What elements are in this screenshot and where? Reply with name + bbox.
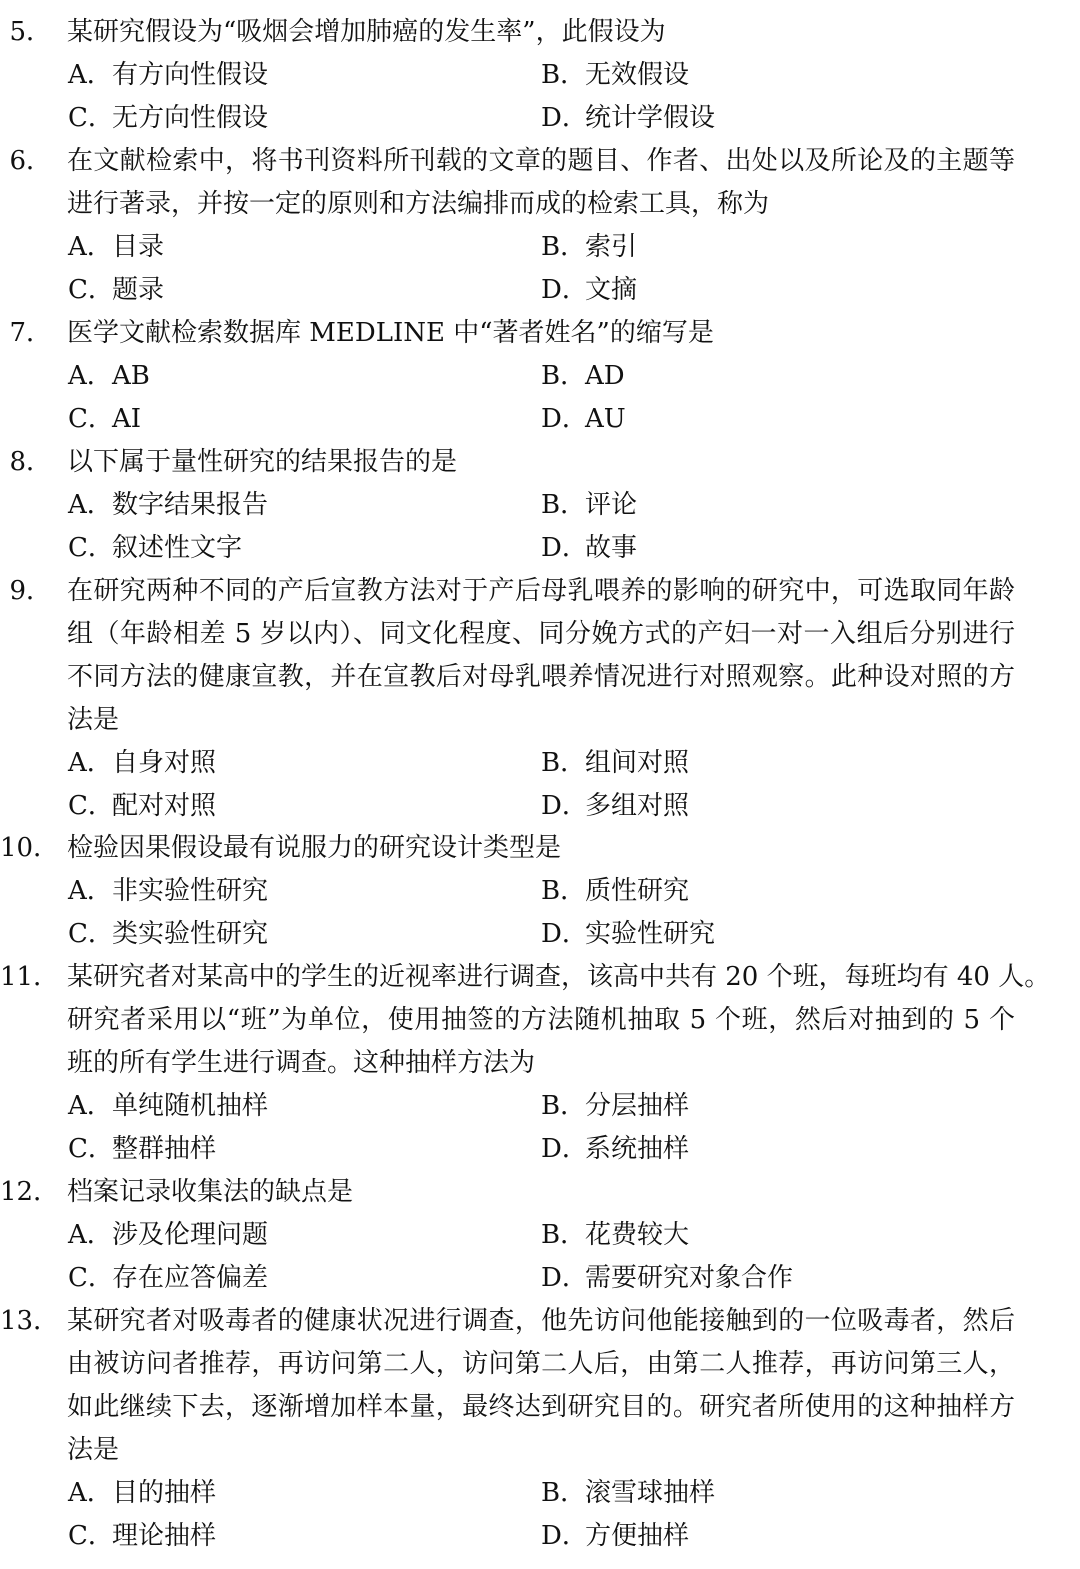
option-c[interactable] (68, 398, 141, 441)
question-number: 5． (9, 17, 52, 47)
question-5-stem-line-1 (0, 11, 1080, 54)
option-letter: A． (68, 1091, 113, 1121)
option-text: 无效假设 (585, 60, 690, 90)
option-b[interactable] (541, 484, 637, 527)
question-8-stem-line-1 (0, 441, 1080, 484)
option-text: 涉及伦理问题 (112, 1220, 269, 1250)
question-stem: 医学文献检索数据库 MEDLINE 中“著者姓名”的缩写是 (67, 318, 714, 348)
question-stem: 研究者采用以“班”为单位，使用抽签的方法随机抽取 5 个班，然后对抽到的 5 个 (67, 1005, 1015, 1035)
option-text: 叙述性文字 (112, 533, 243, 563)
option-a[interactable] (68, 870, 268, 913)
question-7-options-row-1 (0, 355, 1080, 398)
question-13-stem-line-4 (0, 1429, 1080, 1472)
option-letter: D． (541, 103, 588, 133)
option-a[interactable] (68, 1214, 268, 1257)
question-stem: 由被访问者推荐，再访问第二人，访问第二人后，由第二人推荐，再访问第三人， (67, 1349, 1015, 1379)
option-text: 故事 (585, 533, 638, 563)
option-a[interactable] (68, 355, 150, 398)
question-stem: 如此继续下去，逐渐增加样本量，最终达到研究目的。研究者所使用的这种抽样方 (67, 1392, 1015, 1422)
option-text: 自身对照 (112, 748, 217, 778)
option-d[interactable] (541, 269, 637, 312)
question-10-stem-line-1 (0, 827, 1080, 870)
option-text: 有方向性假设 (112, 60, 269, 90)
question-stem: 在文献检索中，将书刊资料所刊载的文章的题目、作者、出处以及所论及的主题等 (67, 146, 1015, 176)
option-letter: C． (68, 103, 114, 133)
option-d[interactable] (541, 785, 689, 828)
question-10-options-row-1 (0, 870, 1080, 913)
option-d[interactable] (541, 97, 715, 140)
option-text: 统计学假设 (585, 103, 716, 133)
question-stem: 检验因果假设最有说服力的研究设计类型是 (67, 833, 562, 863)
question-7-stem-line-1 (0, 312, 1080, 355)
option-letter: A． (68, 60, 113, 90)
option-b[interactable] (541, 226, 637, 269)
question-6-stem-line-1 (0, 140, 1080, 183)
option-d[interactable] (541, 1128, 689, 1171)
option-d[interactable] (541, 527, 637, 570)
question-12-stem-line-1 (0, 1171, 1080, 1214)
question-number: 9． (9, 576, 52, 606)
option-text: 多组对照 (585, 791, 690, 821)
question-9-stem-line-3 (0, 656, 1080, 699)
option-letter: B． (541, 1091, 587, 1121)
option-text: 数字结果报告 (112, 490, 269, 520)
question-7-options-row-2 (0, 398, 1080, 441)
question-10-options-row-2 (0, 913, 1080, 956)
option-d[interactable] (541, 398, 626, 441)
option-text: AI (112, 404, 142, 434)
option-letter: D． (541, 404, 588, 434)
option-text: 花费较大 (585, 1220, 690, 1250)
option-letter: A． (68, 876, 113, 906)
question-6-options-row-2 (0, 269, 1080, 312)
option-c[interactable] (68, 1128, 216, 1171)
option-letter: B． (541, 60, 587, 90)
question-stem: 在研究两种不同的产后宣教方法对于产后母乳喂养的影响的研究中，可选取同年龄 (67, 576, 1015, 606)
question-9-stem-line-2 (0, 613, 1080, 656)
option-a[interactable] (68, 1472, 216, 1515)
option-text: 组间对照 (585, 748, 690, 778)
question-number: 12． (0, 1177, 60, 1207)
option-c[interactable] (68, 97, 268, 140)
option-letter: A． (68, 361, 113, 391)
option-text: 非实验性研究 (112, 876, 269, 906)
option-letter: D． (541, 791, 588, 821)
option-letter: A． (68, 490, 113, 520)
question-13-stem-line-3 (0, 1386, 1080, 1429)
option-d[interactable] (541, 1257, 793, 1300)
question-number: 13． (0, 1306, 60, 1336)
question-13-stem-line-2 (0, 1343, 1080, 1386)
question-stem: 以下属于量性研究的结果报告的是 (67, 447, 458, 477)
option-letter: B． (541, 748, 587, 778)
question-11-stem-line-1 (0, 956, 1080, 999)
option-text: 需要研究对象合作 (585, 1263, 794, 1293)
option-b[interactable] (541, 742, 689, 785)
question-stem: 法是 (67, 705, 120, 735)
option-text: 分层抽样 (585, 1091, 690, 1121)
question-5-options-row-1 (0, 54, 1080, 97)
question-9-options-row-1 (0, 742, 1080, 785)
option-c[interactable] (68, 785, 216, 828)
option-letter: B． (541, 490, 587, 520)
question-stem: 组（年龄相差 5 岁以内）、同文化程度、同分娩方式的产妇一对一入组后分别进行 (67, 619, 1015, 649)
option-text: 类实验性研究 (112, 919, 269, 949)
question-8-options-row-1 (0, 484, 1080, 527)
question-13-options-row-2 (0, 1515, 1080, 1558)
question-9-options-row-2 (0, 785, 1080, 828)
option-c[interactable] (68, 527, 242, 570)
question-number: 8． (9, 447, 52, 477)
option-text: 索引 (585, 232, 638, 262)
option-letter: D． (541, 275, 588, 305)
option-d[interactable] (541, 913, 715, 956)
option-text: 单纯随机抽样 (112, 1091, 269, 1121)
option-b[interactable] (541, 54, 689, 97)
option-text: 目的抽样 (112, 1478, 217, 1508)
option-letter: D． (541, 1263, 588, 1293)
option-letter: C． (68, 1521, 114, 1551)
option-letter: B． (541, 232, 587, 262)
option-text: 方便抽样 (585, 1521, 690, 1551)
option-text: 无方向性假设 (112, 103, 269, 133)
option-letter: B． (541, 876, 587, 906)
question-stem: 班的所有学生进行调查。这种抽样方法为 (67, 1048, 536, 1078)
option-letter: C． (68, 1134, 114, 1164)
question-13-options-row-1 (0, 1472, 1080, 1515)
option-text: 滚雪球抽样 (585, 1478, 716, 1508)
question-5-options-row-2 (0, 97, 1080, 140)
option-c[interactable] (68, 1515, 216, 1558)
option-text: AB (112, 361, 150, 391)
option-c[interactable] (68, 1257, 268, 1300)
question-8-options-row-2 (0, 527, 1080, 570)
question-12-options-row-2 (0, 1257, 1080, 1300)
question-9-stem-line-4 (0, 699, 1080, 742)
question-number: 6． (9, 146, 52, 176)
question-6-stem-line-2 (0, 183, 1080, 226)
option-text: AU (585, 404, 626, 434)
option-a[interactable] (68, 1085, 268, 1128)
option-text: 实验性研究 (585, 919, 716, 949)
option-letter: C． (68, 404, 114, 434)
option-letter: A． (68, 232, 113, 262)
question-12-options-row-1 (0, 1214, 1080, 1257)
question-6-options-row-1 (0, 226, 1080, 269)
option-letter: D． (541, 1521, 588, 1551)
option-text: 评论 (585, 490, 638, 520)
option-letter: D． (541, 919, 588, 949)
question-9-stem-line-1 (0, 570, 1080, 613)
question-stem: 进行著录，并按一定的原则和方法编排而成的检索工具，称为 (67, 189, 770, 219)
question-11-stem-line-2 (0, 999, 1080, 1042)
option-text: 题录 (112, 275, 165, 305)
option-c[interactable] (68, 913, 268, 956)
option-letter: C． (68, 533, 114, 563)
option-a[interactable] (68, 742, 216, 785)
question-11-options-row-1 (0, 1085, 1080, 1128)
question-11-stem-line-3 (0, 1042, 1080, 1085)
option-letter: D． (541, 533, 588, 563)
question-stem: 不同方法的健康宣教，并在宣教后对母乳喂养情况进行对照观察。此种设对照的方 (67, 662, 1015, 692)
question-stem: 某研究者对某高中的学生的近视率进行调查，该高中共有 20 个班，每班均有 40 人。 (67, 962, 1051, 992)
option-letter: A． (68, 748, 113, 778)
option-letter: C． (68, 791, 114, 821)
option-text: 配对对照 (112, 791, 217, 821)
option-d[interactable] (541, 1515, 689, 1558)
option-letter: A． (68, 1478, 113, 1508)
option-a[interactable] (68, 484, 268, 527)
question-stem: 法是 (67, 1435, 120, 1465)
option-letter: C． (68, 275, 114, 305)
question-number: 11． (0, 962, 60, 992)
option-letter: D． (541, 1134, 588, 1164)
option-letter: C． (68, 1263, 114, 1293)
question-stem: 某研究假设为“吸烟会增加肺癌的发生率”，此假设为 (67, 17, 666, 47)
question-11-options-row-2 (0, 1128, 1080, 1171)
option-text: 整群抽样 (112, 1134, 217, 1164)
option-letter: C． (68, 919, 114, 949)
option-text: 系统抽样 (585, 1134, 690, 1164)
option-letter: B． (541, 361, 587, 391)
option-letter: B． (541, 1478, 587, 1508)
option-a[interactable] (68, 226, 164, 269)
option-text: 目录 (112, 232, 165, 262)
option-b[interactable] (541, 870, 689, 913)
option-letter: B． (541, 1220, 587, 1250)
question-number: 7． (9, 318, 52, 348)
option-b[interactable] (541, 1472, 715, 1515)
question-stem: 档案记录收集法的缺点是 (67, 1177, 354, 1207)
option-text: AD (585, 361, 625, 391)
option-a[interactable] (68, 54, 268, 97)
question-number: 10． (0, 833, 60, 863)
option-text: 质性研究 (585, 876, 690, 906)
option-text: 理论抽样 (112, 1521, 217, 1551)
question-stem: 某研究者对吸毒者的健康状况进行调查，他先访问他能接触到的一位吸毒者，然后 (67, 1306, 1015, 1336)
option-text: 文摘 (585, 275, 638, 305)
question-13-stem-line-1 (0, 1300, 1080, 1343)
option-c[interactable] (68, 269, 164, 312)
option-text: 存在应答偏差 (112, 1263, 269, 1293)
option-letter: A． (68, 1220, 113, 1250)
option-b[interactable] (541, 1085, 689, 1128)
option-b[interactable] (541, 355, 625, 398)
option-b[interactable] (541, 1214, 689, 1257)
